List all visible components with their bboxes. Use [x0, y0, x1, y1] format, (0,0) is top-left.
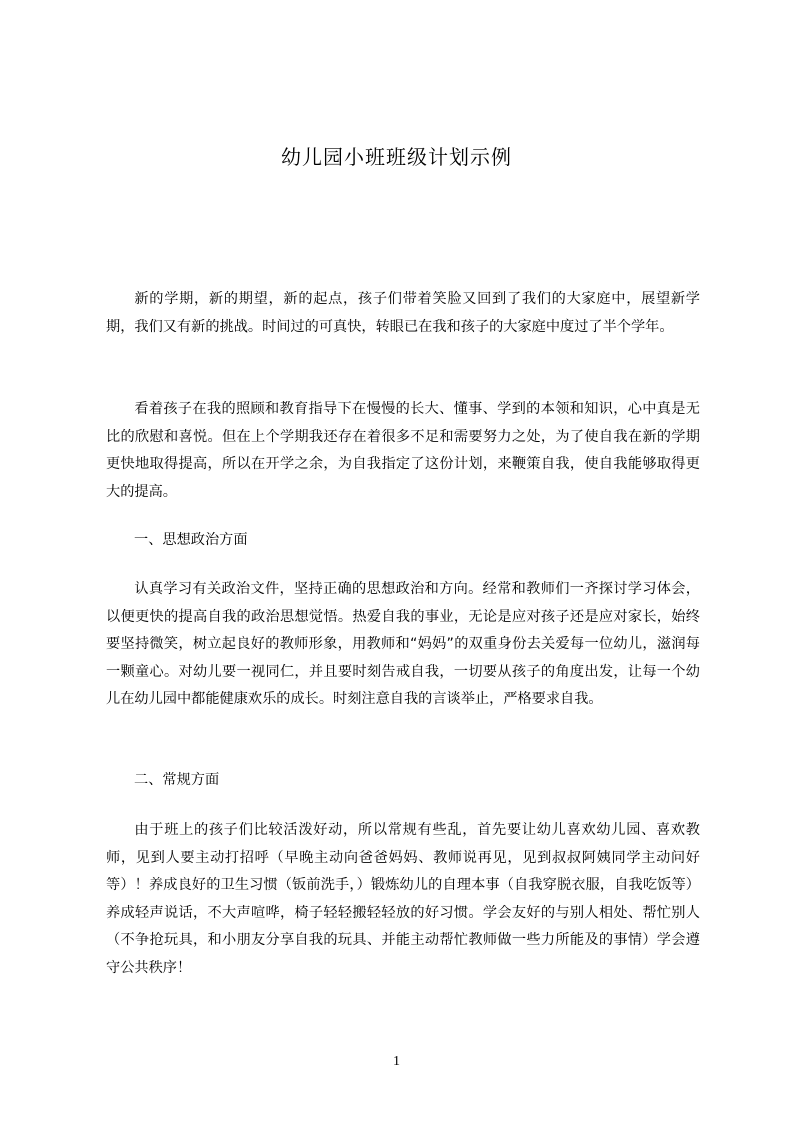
- page-number: 1: [393, 1054, 400, 1069]
- section-heading-politics: 一、思想政治方面: [134, 532, 248, 548]
- section-heading-routine: 二、常规方面: [134, 772, 220, 788]
- reflection-paragraph: 看着孩子在我的照顾和教育指导下在慢慢的长大、懂事、学到的本领和知识，心中真是无比的欣慰和喜悦。但在上个学期我还存在着很多不足和需要努力之处，为了使自我在新的学期更快地取得提高，所以在开学之余，为自我指定了这份计划，来鞭策自我，使自我能够取得更大的提高。: [106, 401, 700, 500]
- section-body-routine: 由于班上的孩子们比较活泼好动，所以常规有些乱，首先要让幼儿喜欢幼儿园、喜欢教师，见到人要主动打招呼（早晚主动向爸爸妈妈、教师说再见，见到叔叔阿姨同学主动问好等）！养成良好的卫生习惯（钣前洗手，）锻炼幼儿的自理本事（自我穿脱衣服，自我吃饭等）养成轻声说话，不大声喧哗，椅子轻轻搬轻轻放的好习惯。学会友好的与别人相处、帮忙别人（不争抢玩具，和小朋友分享自我的玩具、并能主动帮忙教师做一些力所能及的事情）学会遵守公共秩序！: [106, 822, 700, 976]
- document-title: 幼儿园小班班级计划示例: [281, 145, 512, 169]
- intro-paragraph: 新的学期，新的期望，新的起点，孩子们带着笑脸又回到了我们的大家庭中，展望新学期，我们又有新的挑战。时间过的可真快，转眼已在我和孩子的大家庭中度过了半个学年。: [106, 291, 700, 335]
- section-body-politics: 认真学习有关政治文件，坚持正确的思想政治和方向。经常和教师们一齐探讨学习体会，以便更快的提高自我的政治思想觉悟。热爱自我的事业，无论是应对孩子还是应对家长，始终要坚持微笑，树立起良好的教师形象，用教师和“妈妈”的双重身份去关爱每一位幼儿，滋润每一颗童心。对幼儿要一视同仁，并且要时刻告戒自我，一切要从孩子的角度出发，让每一个幼儿在幼儿园中都能健康欢乐的成长。时刻注意自我的言谈举止，严格要求自我。: [106, 581, 700, 707]
